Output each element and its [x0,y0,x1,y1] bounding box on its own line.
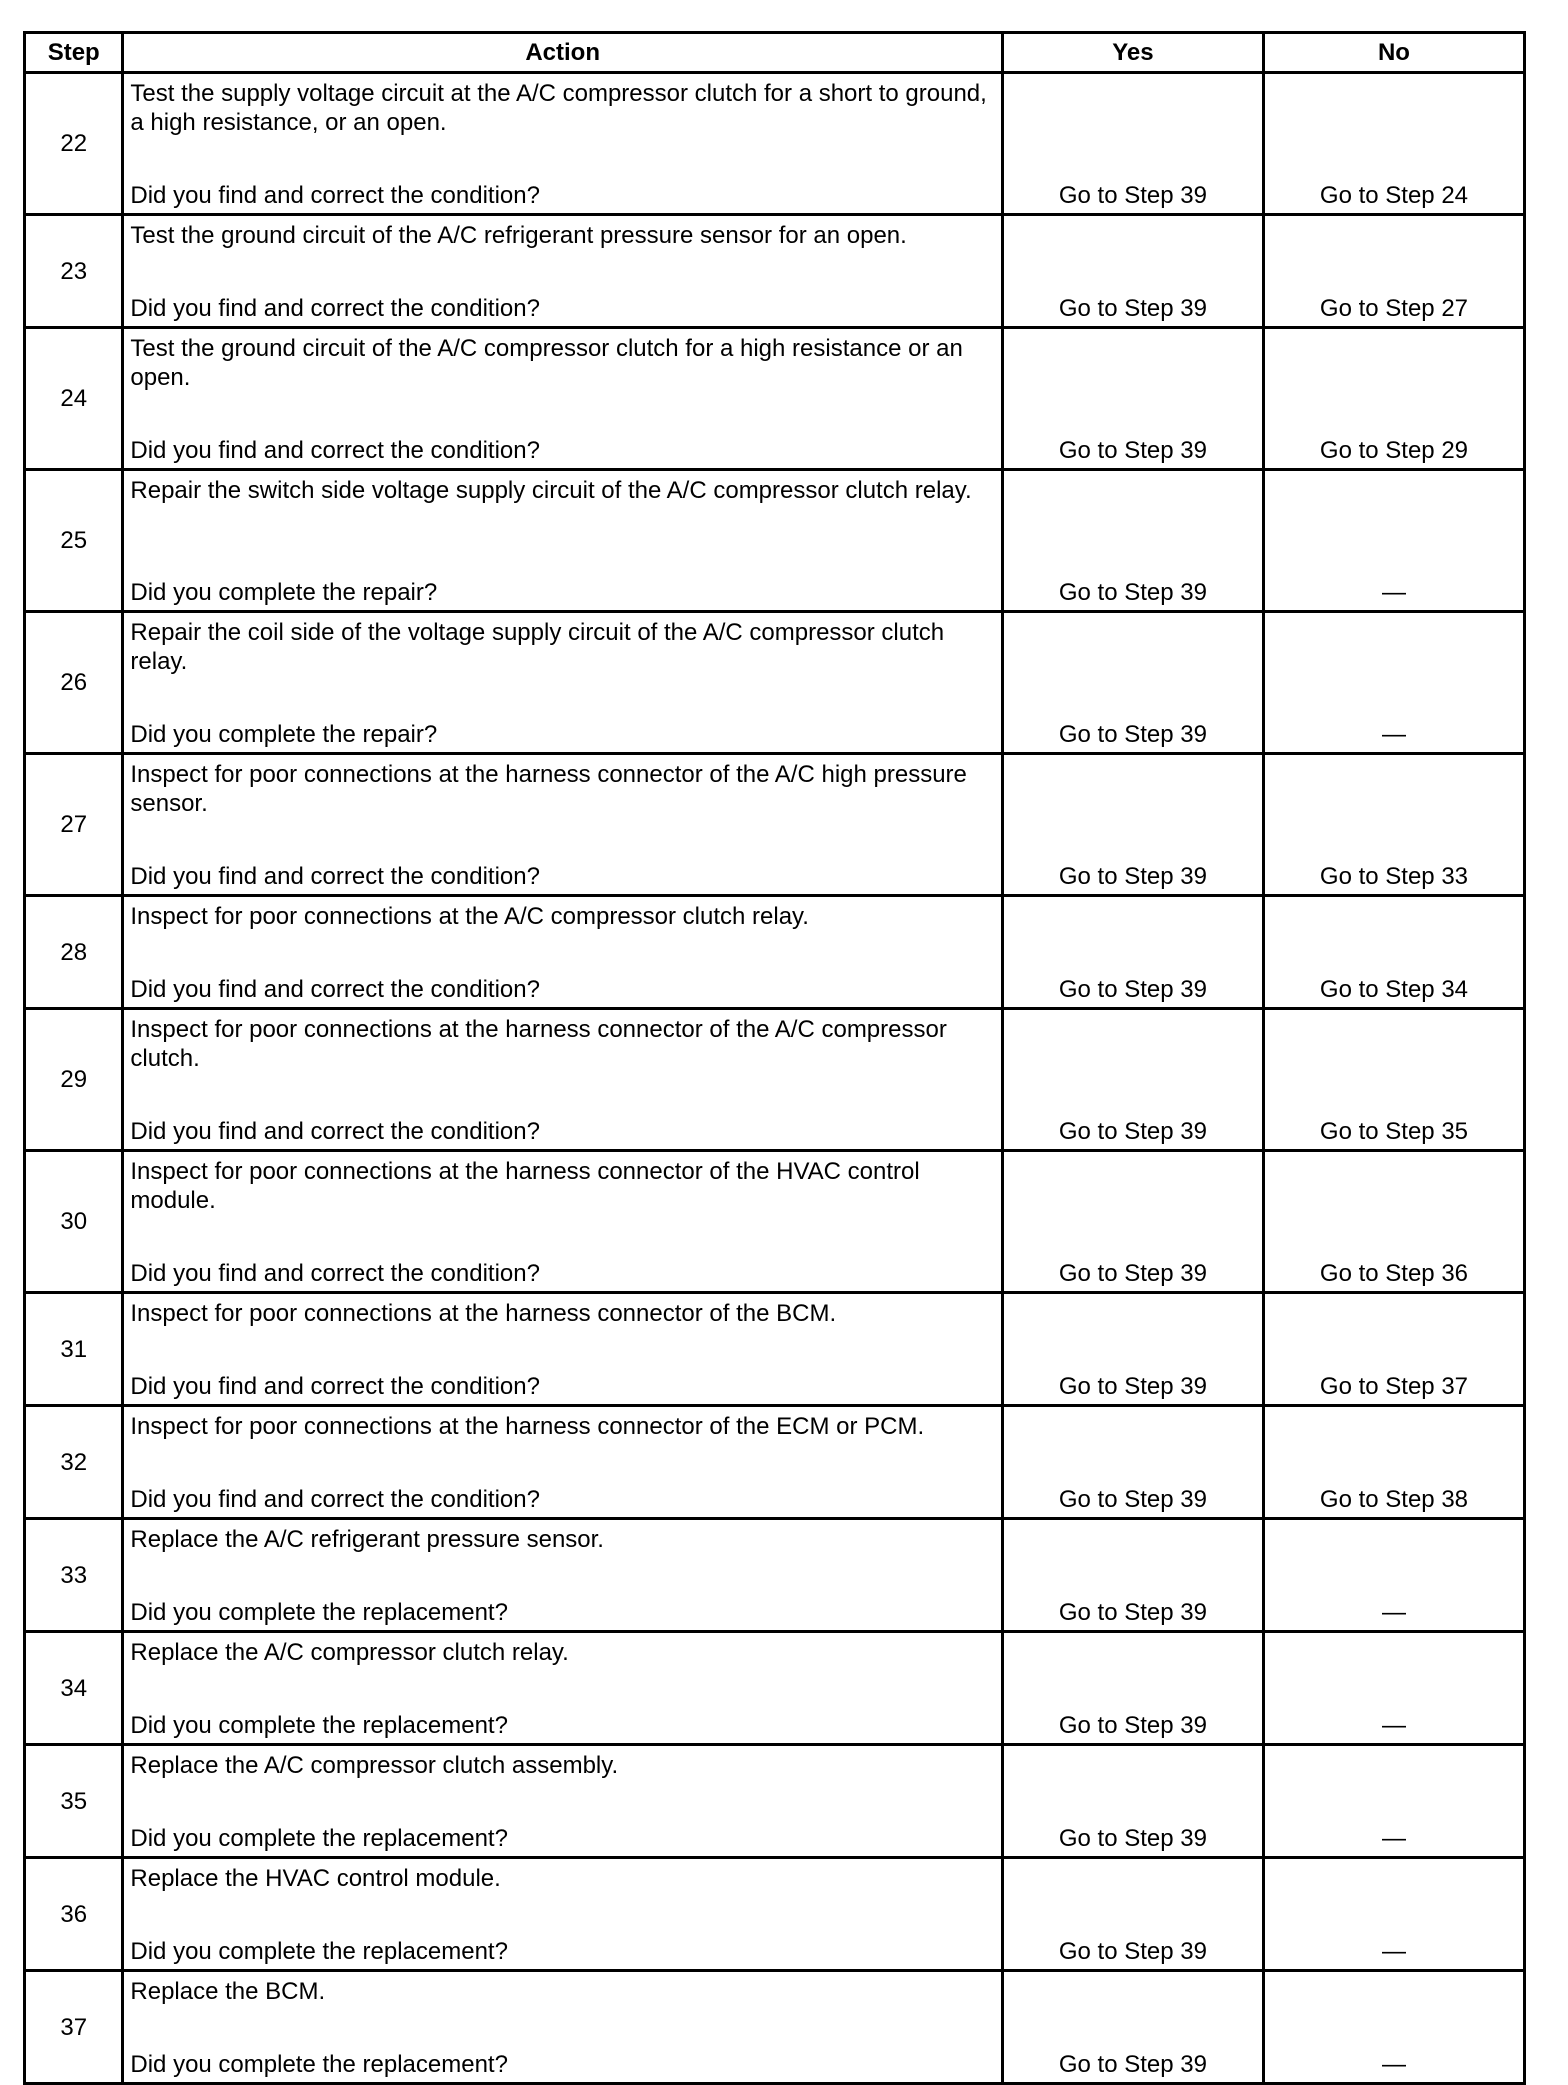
action-cell [123,1151,1003,1293]
yes-result: Go to Step 39 [1002,1293,1263,1406]
action-cell [123,1293,1003,1406]
yes-result: Go to Step 39 [1002,1745,1263,1858]
yes-result: Go to Step 39 [1002,1632,1263,1745]
table-row [25,1745,1525,1858]
yes-result: Go to Step 39 [1002,1858,1263,1971]
action-text: Replace the HVAC control module. [130,1865,501,1892]
table-row [25,73,1525,215]
table-row [25,896,1525,1009]
action-cell [123,1858,1003,1971]
yes-result: Go to Step 39 [1002,1009,1263,1151]
action-cell [123,328,1003,470]
header-yes: Yes [1002,33,1263,73]
action-text: Replace the A/C compressor clutch assembly. [130,1752,619,1779]
action-text: Inspect for poor connections at the harness connector of the HVAC control module. [130,1158,920,1214]
no-result: — [1263,470,1524,612]
no-result: — [1263,1971,1524,2084]
action-text: Inspect for poor connections at the harness connector of the A/C high pressure sensor. [130,761,967,817]
diagnostic-table [23,31,1526,2085]
step-number: 37 [25,1971,123,2084]
action-text: Test the ground circuit of the A/C compressor clutch for a high resistance or an open. [130,335,963,391]
header-row [25,33,1525,73]
header-action: Action [123,33,1003,73]
action-question: Did you complete the replacement? [130,2051,508,2078]
step-number: 31 [25,1293,123,1406]
table-row [25,754,1525,896]
action-question: Did you complete the replacement? [130,1599,508,1626]
action-cell [123,754,1003,896]
no-result: Go to Step 35 [1263,1009,1524,1151]
action-text: Repair the switch side voltage supply circuit of the A/C compressor clutch relay. [130,477,972,504]
action-question: Did you find and correct the condition? [130,863,540,890]
table-row [25,1519,1525,1632]
yes-result: Go to Step 39 [1002,470,1263,612]
table-row [25,1632,1525,1745]
no-result: Go to Step 37 [1263,1293,1524,1406]
yes-result: Go to Step 39 [1002,73,1263,215]
table-row [25,215,1525,328]
no-result: Go to Step 27 [1263,215,1524,328]
action-question: Did you find and correct the condition? [130,1486,540,1513]
step-number: 24 [25,328,123,470]
no-result: Go to Step 29 [1263,328,1524,470]
action-cell [123,1971,1003,2084]
action-cell [123,470,1003,612]
header-no: No [1263,33,1524,73]
action-text: Test the supply voltage circuit at the A/C compressor clutch for a short to ground, a high resistance, or an open. [130,80,987,136]
action-text: Inspect for poor connections at the harness connector of the ECM or PCM. [130,1413,925,1440]
yes-result: Go to Step 39 [1002,328,1263,470]
action-text: Test the ground circuit of the A/C refrigerant pressure sensor for an open. [130,222,907,249]
step-number: 25 [25,470,123,612]
no-result: Go to Step 38 [1263,1406,1524,1519]
table-row [25,1009,1525,1151]
action-question: Did you complete the replacement? [130,1825,508,1852]
step-number: 27 [25,754,123,896]
action-question: Did you complete the repair? [130,721,438,748]
action-question: Did you complete the repair? [130,579,438,606]
action-question: Did you find and correct the condition? [130,295,540,322]
table-row [25,1858,1525,1971]
action-question: Did you complete the replacement? [130,1938,508,1965]
yes-result: Go to Step 39 [1002,1971,1263,2084]
no-result: — [1263,1519,1524,1632]
action-text: Replace the A/C refrigerant pressure sensor. [130,1526,604,1553]
step-number: 26 [25,612,123,754]
yes-result: Go to Step 39 [1002,1406,1263,1519]
yes-result: Go to Step 39 [1002,896,1263,1009]
step-number: 29 [25,1009,123,1151]
step-number: 22 [25,73,123,215]
step-number: 33 [25,1519,123,1632]
table-row [25,1151,1525,1293]
no-result: — [1263,612,1524,754]
no-result: Go to Step 33 [1263,754,1524,896]
step-number: 30 [25,1151,123,1293]
no-result: Go to Step 36 [1263,1151,1524,1293]
action-text: Inspect for poor connections at the A/C compressor clutch relay. [130,903,809,930]
action-question: Did you complete the replacement? [130,1712,508,1739]
action-question: Did you find and correct the condition? [130,1260,540,1287]
no-result: — [1263,1858,1524,1971]
yes-result: Go to Step 39 [1002,754,1263,896]
table-row [25,470,1525,612]
no-result: — [1263,1632,1524,1745]
action-cell [123,1632,1003,1745]
action-text: Inspect for poor connections at the harness connector of the A/C compressor clutch. [130,1016,947,1072]
no-result: Go to Step 34 [1263,896,1524,1009]
header-step: Step [25,33,123,73]
table-row [25,1406,1525,1519]
action-question: Did you find and correct the condition? [130,437,540,464]
yes-result: Go to Step 39 [1002,1151,1263,1293]
step-number: 36 [25,1858,123,1971]
yes-result: Go to Step 39 [1002,612,1263,754]
step-number: 28 [25,896,123,1009]
action-cell [123,896,1003,1009]
action-text: Replace the A/C compressor clutch relay. [130,1639,569,1666]
action-cell [123,1009,1003,1151]
table-row [25,612,1525,754]
action-cell [123,1519,1003,1632]
step-number: 35 [25,1745,123,1858]
action-text: Inspect for poor connections at the harness connector of the BCM. [130,1300,837,1327]
action-cell [123,1745,1003,1858]
action-cell [123,73,1003,215]
action-cell [123,1406,1003,1519]
yes-result: Go to Step 39 [1002,1519,1263,1632]
step-number: 23 [25,215,123,328]
action-question: Did you find and correct the condition? [130,182,540,209]
no-result: — [1263,1745,1524,1858]
yes-result: Go to Step 39 [1002,215,1263,328]
table-body [25,73,1525,2084]
step-number: 32 [25,1406,123,1519]
table-header [25,33,1525,73]
action-question: Did you find and correct the condition? [130,976,540,1003]
table-row [25,1971,1525,2084]
action-text: Replace the BCM. [130,1978,326,2005]
table-row [25,328,1525,470]
action-question: Did you find and correct the condition? [130,1118,540,1145]
step-number: 34 [25,1632,123,1745]
no-result: Go to Step 24 [1263,73,1524,215]
action-question: Did you find and correct the condition? [130,1373,540,1400]
action-cell [123,612,1003,754]
action-text: Repair the coil side of the voltage supply circuit of the A/C compressor clutch relay. [130,619,945,675]
action-cell [123,215,1003,328]
table-row [25,1293,1525,1406]
